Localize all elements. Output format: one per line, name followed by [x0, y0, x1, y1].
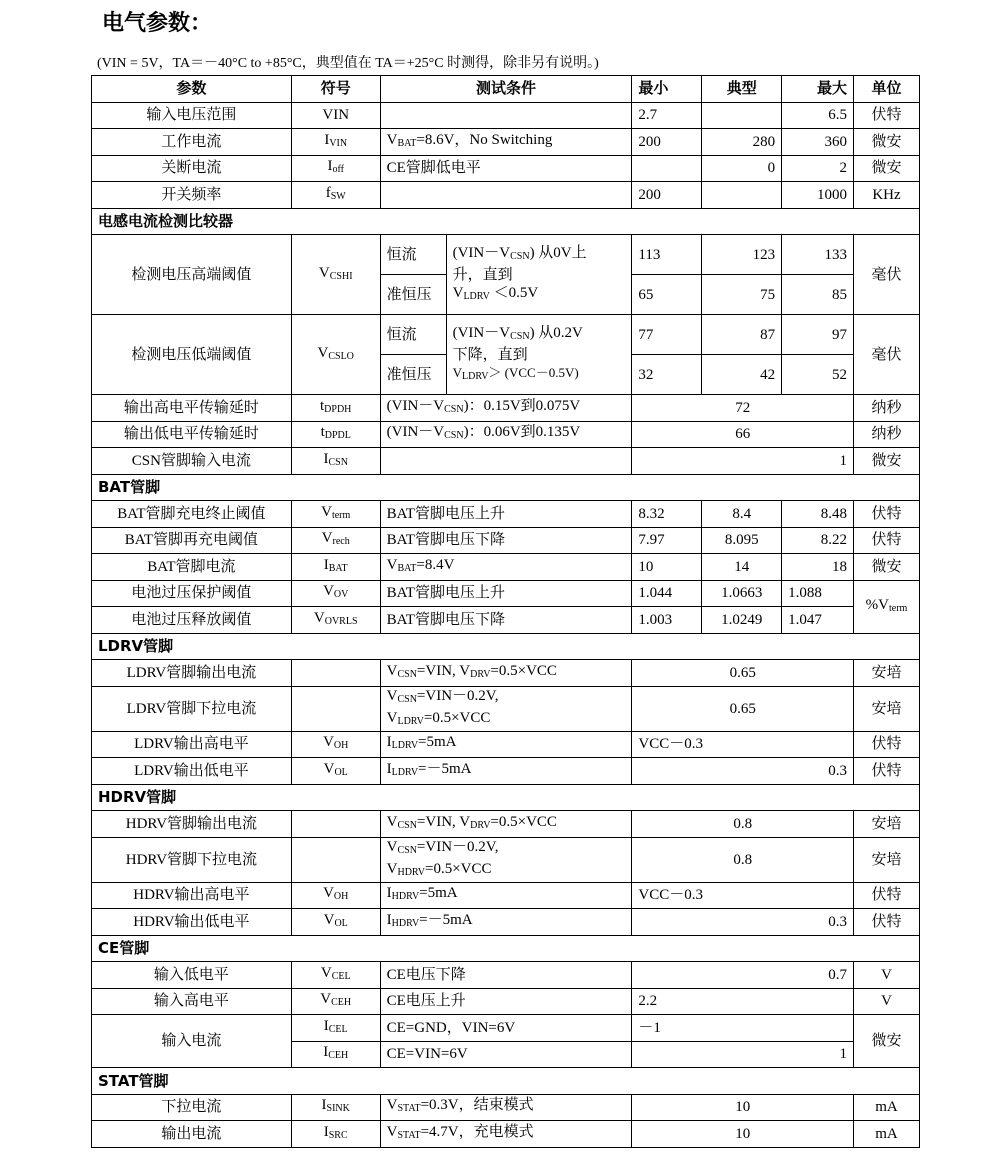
max-cell: 133 — [782, 235, 854, 275]
table-row — [92, 731, 920, 758]
typ-cell: 0.8 — [632, 811, 854, 838]
section-row — [92, 784, 920, 811]
typ-cell: 1.0663 — [702, 580, 782, 607]
unit-cell: 安培 — [853, 811, 919, 838]
param-cell: BAT管脚电流 — [92, 554, 292, 581]
unit-cell: V — [853, 988, 919, 1015]
condition-cell: $(VIN-V_{CSN})$：0.15V到0.075V — [380, 395, 632, 422]
typ-cell — [702, 102, 782, 129]
typ-cell: 66 — [632, 421, 854, 448]
symbol-cell: $I_{CEL}$ — [291, 1015, 380, 1042]
table-row — [92, 235, 920, 275]
unit-cell: 伏特 — [853, 527, 919, 554]
condition-cell: $V_{BAT}=8.6V$，No Switching — [380, 129, 632, 156]
section-title: LDRV管脚 — [92, 633, 920, 660]
unit-cell: 微安 — [853, 554, 919, 581]
unit-cell: KHz — [853, 182, 919, 209]
unit-cell: 伏特 — [853, 758, 919, 785]
table-row — [92, 837, 920, 882]
symbol-cell: $V_{CSHI}$ — [291, 235, 380, 315]
symbol-cell: $V_{OL}$ — [291, 758, 380, 785]
typ-cell: 0.8 — [632, 837, 854, 882]
condition-cell: $I_{LDRV}=5mA$ — [380, 731, 632, 758]
unit-cell: 纳秒 — [853, 421, 919, 448]
param-cell: 检测电压高端阈值 — [92, 235, 292, 315]
min-cell: VCC－0.3 — [632, 731, 854, 758]
typ-cell: 10 — [632, 1094, 854, 1121]
unit-cell: 伏特 — [853, 501, 919, 528]
section-title: 电感电流检测比较器 — [92, 208, 920, 235]
symbol-cell: $V_{term}$ — [291, 501, 380, 528]
param-cell: HDRV管脚输出电流 — [92, 811, 292, 838]
min-cell: 8.32 — [632, 501, 702, 528]
symbol-cell: $t_{DPDH}$ — [291, 395, 380, 422]
param-cell: LDRV管脚输出电流 — [92, 660, 292, 687]
min-cell: 2.2 — [632, 988, 854, 1015]
param-cell: 输入低电平 — [92, 962, 292, 989]
param-cell: 输出低电平传输延时 — [92, 421, 292, 448]
max-cell: 0.3 — [632, 758, 854, 785]
unit-cell: 微安 — [853, 1015, 919, 1068]
condition-cell: $I_{HDRV}=5mA$ — [380, 882, 632, 909]
symbol-cell: $V_{CEL}$ — [291, 962, 380, 989]
symbol-cell: $V_{CEH}$ — [291, 988, 380, 1015]
unit-cell: 毫伏 — [853, 315, 919, 395]
min-cell: 7.97 — [632, 527, 702, 554]
param-cell: 检测电压低端阈值 — [92, 315, 292, 395]
symbol-cell: $V_{OH}$ — [291, 882, 380, 909]
unit-cell: 微安 — [853, 448, 919, 475]
electrical-parameters-table — [91, 75, 920, 1148]
symbol-cell: $I_{SINK}$ — [291, 1094, 380, 1121]
unit-cell: 伏特 — [853, 882, 919, 909]
min-cell: 1.044 — [632, 580, 702, 607]
condition-cell — [380, 102, 632, 129]
table-row — [92, 527, 920, 554]
table-row — [92, 129, 920, 156]
min-cell: 32 — [632, 355, 702, 395]
min-cell: 77 — [632, 315, 702, 355]
section-row — [92, 1068, 920, 1095]
header-symbol: 符号 — [291, 76, 380, 103]
typ-cell: 75 — [702, 275, 782, 315]
symbol-cell: $I_{BAT}$ — [291, 554, 380, 581]
param-cell: 输出电流 — [92, 1121, 292, 1148]
min-cell: 113 — [632, 235, 702, 275]
condition-cell: $(VIN-V_{CSN})$：0.06V到0.135V — [380, 421, 632, 448]
section-row — [92, 633, 920, 660]
condition-cell: $I_{HDRV}=-5mA$ — [380, 909, 632, 936]
typ-cell: 0.65 — [632, 660, 854, 687]
table-row — [92, 1094, 920, 1121]
table-row — [92, 155, 920, 182]
min-cell: 1.003 — [632, 607, 702, 634]
condition-cell: $V_{CSN}=VIN$, $V_{DRV}=0.5\times VCC$ — [380, 660, 632, 687]
unit-cell: 安培 — [853, 660, 919, 687]
unit-cell: 微安 — [853, 155, 919, 182]
param-cell: 关断电流 — [92, 155, 292, 182]
section-row — [92, 474, 920, 501]
symbol-cell: VIN — [291, 102, 380, 129]
param-cell: LDRV输出高电平 — [92, 731, 292, 758]
param-cell: 工作电流 — [92, 129, 292, 156]
condition-cell: $V_{CSN}=VIN-0.2V$, $V_{HDRV}=0.5\times VCC$ — [380, 837, 632, 882]
typ-cell: 42 — [702, 355, 782, 395]
max-cell: 85 — [782, 275, 854, 315]
unit-cell: 安培 — [853, 837, 919, 882]
symbol-cell: $f_{SW}$ — [291, 182, 380, 209]
symbol-cell — [291, 811, 380, 838]
section-title: HDRV管脚 — [92, 784, 920, 811]
header-max: 最大 — [782, 76, 854, 103]
min-cell: 65 — [632, 275, 702, 315]
max-cell: 1.047 — [782, 607, 854, 634]
unit-cell: mA — [853, 1094, 919, 1121]
min-cell: －1 — [632, 1015, 854, 1042]
condition-cell — [380, 448, 632, 475]
typ-cell: 123 — [702, 235, 782, 275]
min-cell: VCC－0.3 — [632, 882, 854, 909]
unit-cell: V — [853, 962, 919, 989]
mode-cell: 准恒压 — [380, 275, 446, 315]
condition-cell: BAT管脚电压上升 — [380, 501, 632, 528]
unit-cell: 微安 — [853, 129, 919, 156]
symbol-cell — [291, 837, 380, 882]
table-row — [92, 315, 920, 355]
table-row — [92, 182, 920, 209]
max-cell: 0.3 — [632, 909, 854, 936]
symbol-cell: $t_{DPDL}$ — [291, 421, 380, 448]
table-row — [92, 421, 920, 448]
condition-cell: $I_{LDRV}=-5mA$ — [380, 758, 632, 785]
condition-cell: $V_{STAT}=0.3V$，结束模式 — [380, 1094, 632, 1121]
condition-cell: CE=GND，VIN=6V — [380, 1015, 632, 1042]
header-row — [92, 76, 920, 103]
table-row — [92, 1121, 920, 1148]
header-typ: 典型 — [702, 76, 782, 103]
symbol-cell: $I_{off}$ — [291, 155, 380, 182]
param-cell: 开关频率 — [92, 182, 292, 209]
typ-cell: 0.65 — [632, 686, 854, 731]
max-cell: 1000 — [782, 182, 854, 209]
param-cell: 输入电压范围 — [92, 102, 292, 129]
table-row — [92, 811, 920, 838]
section-row — [92, 935, 920, 962]
symbol-cell: $V_{OV}$ — [291, 580, 380, 607]
param-cell: BAT管脚充电终止阈值 — [92, 501, 292, 528]
min-cell: 10 — [632, 554, 702, 581]
max-cell: 97 — [782, 315, 854, 355]
max-cell: 2 — [782, 155, 854, 182]
section-title: BAT管脚 — [92, 474, 920, 501]
param-cell: HDRV输出高电平 — [92, 882, 292, 909]
min-cell: 2.7 — [632, 102, 702, 129]
test-conditions-note: (VIN = 5V，TA＝－40°C to +85°C，典型值在 TA＝+25°C 时测得，除非另有说明。) — [97, 56, 599, 71]
unit-cell: 纳秒 — [853, 395, 919, 422]
symbol-cell: $V_{rech}$ — [291, 527, 380, 554]
table-row — [92, 102, 920, 129]
symbol-cell: $I_{CSN}$ — [291, 448, 380, 475]
typ-cell: 14 — [702, 554, 782, 581]
max-cell: 52 — [782, 355, 854, 395]
max-cell: 8.48 — [782, 501, 854, 528]
max-cell: 8.22 — [782, 527, 854, 554]
symbol-cell — [291, 686, 380, 731]
param-cell: 输出高电平传输延时 — [92, 395, 292, 422]
condition-cell: $(VIN-V_{CSN})$ 从0V上 升，直到 $V_{LDRV} <0.5V$ — [446, 235, 632, 315]
param-cell: CSN管脚输入电流 — [92, 448, 292, 475]
max-cell: 1.088 — [782, 580, 854, 607]
section-row — [92, 208, 920, 235]
max-cell: 360 — [782, 129, 854, 156]
typ-cell: 280 — [702, 129, 782, 156]
table-row — [92, 395, 920, 422]
table-row — [92, 686, 920, 731]
param-cell: 输入电流 — [92, 1015, 292, 1068]
condition-cell: CE管脚低电平 — [380, 155, 632, 182]
condition-cell: $(VIN-V_{CSN})$ 从0.2V 下降，直到 $V_{LDRV}> (VCC-0.5V)$ — [446, 315, 632, 395]
table-row — [92, 988, 920, 1015]
unit-cell: 伏特 — [853, 731, 919, 758]
table-row — [92, 660, 920, 687]
table-row — [92, 1015, 920, 1042]
min-cell — [632, 155, 702, 182]
mode-cell: 准恒压 — [380, 355, 446, 395]
min-cell: 200 — [632, 129, 702, 156]
typ-cell: 8.4 — [702, 501, 782, 528]
condition-cell: $V_{CSN}=VIN-0.2V$, $V_{LDRV}=0.5\times VCC$ — [380, 686, 632, 731]
max-cell: 0.7 — [632, 962, 854, 989]
header-condition: 测试条件 — [380, 76, 632, 103]
param-cell: HDRV管脚下拉电流 — [92, 837, 292, 882]
param-cell: 输入高电平 — [92, 988, 292, 1015]
param-cell: HDRV输出低电平 — [92, 909, 292, 936]
table-row — [92, 607, 920, 634]
symbol-cell: $V_{CSLO}$ — [291, 315, 380, 395]
symbol-cell: $I_{CEH}$ — [291, 1041, 380, 1068]
condition-cell: CE电压上升 — [380, 988, 632, 1015]
condition-cell: $V_{CSN}=VIN$, $V_{DRV}=0.5\times VCC$ — [380, 811, 632, 838]
header-unit: 单位 — [853, 76, 919, 103]
condition-cell: BAT管脚电压上升 — [380, 580, 632, 607]
mode-cell: 恒流 — [380, 315, 446, 355]
table-row — [92, 909, 920, 936]
mode-cell: 恒流 — [380, 235, 446, 275]
unit-cell: 毫伏 — [853, 235, 919, 315]
section-title: STAT管脚 — [92, 1068, 920, 1095]
table-row — [92, 501, 920, 528]
symbol-cell: $V_{OL}$ — [291, 909, 380, 936]
table-row — [92, 962, 920, 989]
typ-cell: 72 — [632, 395, 854, 422]
param-cell: BAT管脚再充电阈值 — [92, 527, 292, 554]
unit-cell: 伏特 — [853, 102, 919, 129]
header-param: 参数 — [92, 76, 292, 103]
symbol-cell: $V_{OVRLS}$ — [291, 607, 380, 634]
typ-cell — [702, 182, 782, 209]
max-cell: 18 — [782, 554, 854, 581]
typ-cell: 87 — [702, 315, 782, 355]
table-row — [92, 448, 920, 475]
condition-cell: BAT管脚电压下降 — [380, 527, 632, 554]
header-min: 最小 — [632, 76, 702, 103]
symbol-cell: $V_{OH}$ — [291, 731, 380, 758]
param-cell: LDRV输出低电平 — [92, 758, 292, 785]
max-cell: 1 — [632, 448, 854, 475]
symbol-cell: $I_{SRC}$ — [291, 1121, 380, 1148]
table-row — [92, 758, 920, 785]
condition-cell: BAT管脚电压下降 — [380, 607, 632, 634]
unit-cell: $\%V_{term}$ — [853, 580, 919, 633]
condition-cell — [380, 182, 632, 209]
table-row — [92, 882, 920, 909]
max-cell: 6.5 — [782, 102, 854, 129]
condition-cell: CE电压下降 — [380, 962, 632, 989]
param-cell: 电池过压保护阈值 — [92, 580, 292, 607]
typ-cell: 1.0249 — [702, 607, 782, 634]
min-cell: 200 — [632, 182, 702, 209]
typ-cell: 10 — [632, 1121, 854, 1148]
section-title: CE管脚 — [92, 935, 920, 962]
page-title: 电气参数： — [102, 11, 213, 36]
condition-cell: $V_{STAT}=4.7V$，充电模式 — [380, 1121, 632, 1148]
typ-cell: 0 — [702, 155, 782, 182]
param-cell: LDRV管脚下拉电流 — [92, 686, 292, 731]
param-cell: 下拉电流 — [92, 1094, 292, 1121]
unit-cell: mA — [853, 1121, 919, 1148]
condition-cell: CE=VIN=6V — [380, 1041, 632, 1068]
symbol-cell — [291, 660, 380, 687]
table-row — [92, 554, 920, 581]
symbol-cell: $I_{VIN}$ — [291, 129, 380, 156]
condition-cell: $V_{BAT}=8.4V$ — [380, 554, 632, 581]
typ-cell: 8.095 — [702, 527, 782, 554]
table-row — [92, 580, 920, 607]
max-cell: 1 — [632, 1041, 854, 1068]
unit-cell: 安培 — [853, 686, 919, 731]
param-cell: 电池过压释放阈值 — [92, 607, 292, 634]
unit-cell: 伏特 — [853, 909, 919, 936]
